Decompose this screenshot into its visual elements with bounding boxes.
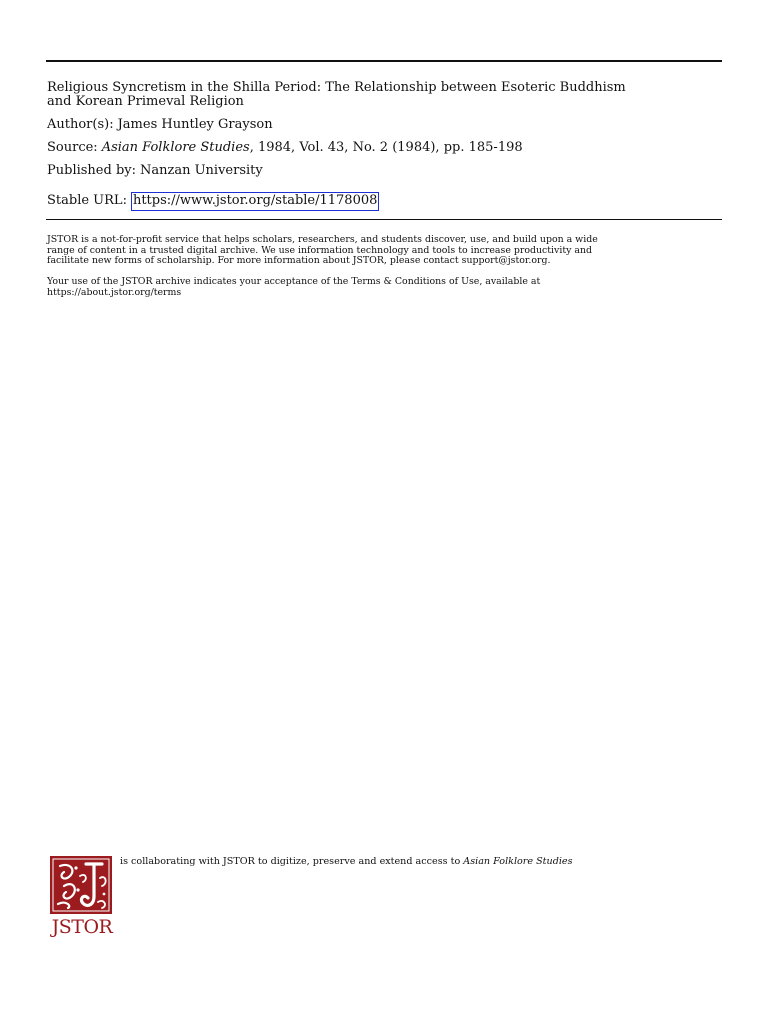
top-divider	[46, 60, 722, 62]
collab-text: is collaborating with JSTOR to digitize, preserve and extend access to	[120, 856, 461, 867]
collaboration-statement	[120, 856, 573, 867]
middle-divider	[46, 219, 722, 220]
source-journal: Asian Folklore Studies	[101, 140, 250, 155]
publisher-label: Published by:	[47, 163, 136, 178]
source-details: , 1984, Vol. 43, No. 2 (1984), pp. 185-198	[249, 140, 523, 155]
article-title-line-2: and Korean Primeval Religion	[47, 94, 244, 109]
jstor-emblem-icon	[50, 856, 112, 914]
authors-label: Author(s):	[47, 117, 114, 132]
source-label: Source:	[47, 140, 98, 155]
terms-url: https://about.jstor.org/terms	[47, 286, 182, 298]
publisher-value: Nanzan University	[140, 163, 263, 178]
article-title-line-1: Religious Syncretism in the Shilla Period: The Relationship between Esoteric Buddhism	[47, 80, 626, 95]
stable-url-line	[47, 192, 379, 211]
collab-journal: Asian Folklore Studies	[463, 856, 573, 867]
source-line	[47, 141, 523, 155]
jstor-notice-paragraph	[47, 235, 721, 267]
terms-notice-paragraph	[47, 277, 721, 298]
stable-url-label: Stable URL:	[47, 193, 127, 208]
notice-line: facilitate new forms of scholarship. For more information about JSTOR, please contact support@jstor.org.	[47, 255, 551, 266]
publisher-line	[47, 164, 263, 178]
authors-line	[47, 118, 273, 132]
terms-line: Your use of the JSTOR archive indicates your acceptance of the Terms & Conditions of Use, available at	[47, 276, 541, 287]
notice-line: JSTOR is a not-for-profit service that helps scholars, researchers, and students discover, use, and build upon a wide	[47, 234, 598, 245]
notice-line: range of content in a trusted digital archive. We use information technology and tools to increase productivity and	[47, 244, 593, 256]
stable-url-link[interactable]: https://www.jstor.org/stable/1178008	[131, 192, 379, 211]
authors-value: James Huntley Grayson	[117, 117, 273, 132]
jstor-logo	[47, 852, 117, 936]
jstor-wordmark: JSTOR	[51, 916, 113, 938]
